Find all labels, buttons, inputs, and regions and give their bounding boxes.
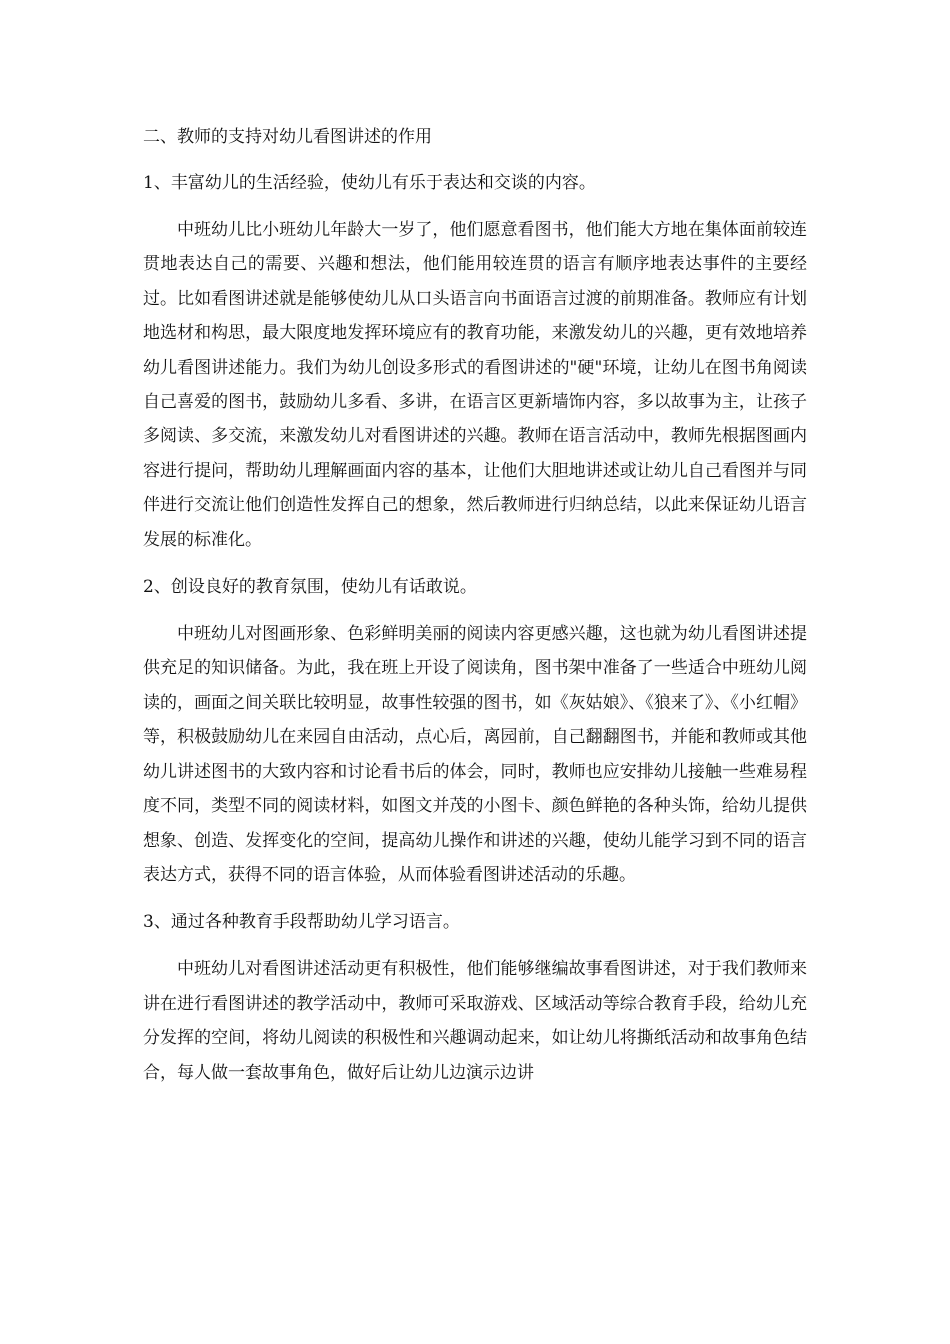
paragraph-3: 中班幼儿对看图讲述活动更有积极性，他们能够继编故事看图讲述，对于我们教师来讲在进行看图讲述的教学活动中，教师可采取游戏、区域活动等综合教育手段，给幼儿充分发挥的空间，将幼儿阅读的积极性和兴趣调动起来，如让幼儿将撕纸活动和故事角色结合，每人做一套故事角色，做好后让幼儿边演示边讲 <box>143 959 807 1083</box>
paragraph-1: 中班幼儿比小班幼儿年龄大一岁了，他们愿意看图书，他们能大方地在集体面前较连贯地表达自己的需要、兴趣和想法，他们能用较连贯的语言有顺序地表达事件的主要经过。比如看图讲述就是能够使幼儿从口头语言向书面语言过渡的前期准备。教师应有计划地选材和构思，最大限度地发挥环境应有的教育功能，来激发幼儿的兴趣，更有效地培养幼儿看图讲述能力。我们为幼儿创设多形式的看图讲述的"硬"环境，让幼儿在图书角阅读自己喜爱的图书，鼓励幼儿多看、多讲，在语言区更新墙饰内容，多以故事为主，让孩子多阅读、多交流，来激发幼儿对看图讲述的兴趣。教师在语言活动中，教师先根据图画内容进行提问，帮助幼儿理解画面内容的基本，让他们大胆地讲述或让幼儿自己看图并与同伴进行交流让他们创造性发挥自己的想象，然后教师进行归纳总结，以此来保证幼儿语言发展的标准化。 <box>143 220 807 550</box>
subheading-1: 1、丰富幼儿的生活经验，使幼儿有乐于表达和交谈的内容。 <box>143 173 596 193</box>
section-title: 二、教师的支持对幼儿看图讲述的作用 <box>143 127 432 147</box>
paragraph-2: 中班幼儿对图画形象、色彩鲜明美丽的阅读内容更感兴趣，这也就为幼儿看图讲述提供充足的知识储备。为此，我在班上开设了阅读角，图书架中准备了一些适合中班幼儿阅读的，画面之间关联比较明显，故事性较强的图书，如《灰姑娘》、《狼来了》、《小红帽》等，积极鼓励幼儿在来园自由活动，点心后，离园前，自己翻翻图书，并能和教师或其他幼儿讲述图书的大致内容和讨论看书后的体会，同时，教师也应安排幼儿接触一些难易程度不同，类型不同的阅读材料，如图文并茂的小图卡、颜色鲜艳的各种头饰，给幼儿提供想象、创造、发挥变化的空间，提高幼儿操作和讲述的兴趣，使幼儿能学习到不同的语言表达方式，获得不同的语言体验，从而体验看图讲述活动的乐趣。 <box>143 624 807 885</box>
document-body <box>143 121 807 1104</box>
subheading-2: 2、创设良好的教育氛围，使幼儿有话敢说。 <box>143 577 477 598</box>
subheading-3: 3、通过各种教育手段帮助幼儿学习语言。 <box>143 912 460 933</box>
